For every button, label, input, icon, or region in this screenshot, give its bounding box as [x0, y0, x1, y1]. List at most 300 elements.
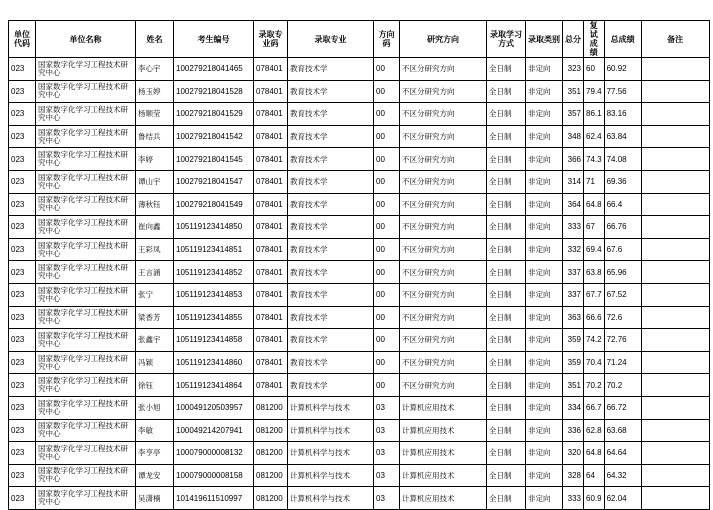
cell-study-mode: 全日制 [487, 193, 526, 216]
cell-unit-name: 国家数字化学习工程技术研究中心 [36, 170, 136, 193]
cell-direction: 不区分研究方向 [400, 216, 487, 239]
cell-retest: 62.8 [584, 419, 605, 442]
cell-unit-name: 国家数字化学习工程技术研究中心 [36, 103, 136, 126]
cell-retest: 71 [584, 170, 605, 193]
cell-unit-name: 国家数字化学习工程技术研究中心 [36, 283, 136, 306]
cell-unit-code: 023 [9, 283, 36, 306]
cell-retest: 67 [584, 216, 605, 239]
cell-category: 非定向 [526, 351, 563, 374]
cell-name: 薄秋钰 [136, 193, 174, 216]
cell-major-code: 078401 [254, 148, 288, 171]
cell-name: 张宁 [136, 283, 174, 306]
cell-direction-code: 00 [374, 283, 400, 306]
cell-category: 非定向 [526, 329, 563, 352]
cell-name: 李心宇 [136, 58, 174, 81]
cell-exam-id: 100049120503957 [174, 396, 254, 419]
cell-exam-id: 105119123414858 [174, 329, 254, 352]
col-header-final: 总成绩 [604, 21, 641, 58]
cell-major: 教育技术学 [288, 58, 374, 81]
cell-final: 63.84 [604, 125, 641, 148]
cell-unit-code: 023 [9, 148, 36, 171]
cell-category: 非定向 [526, 80, 563, 103]
cell-exam-id: 100279218041529 [174, 103, 254, 126]
cell-direction: 不区分研究方向 [400, 238, 487, 261]
cell-remark [641, 58, 709, 81]
cell-final: 72.6 [604, 306, 641, 329]
cell-name: 谭龙安 [136, 464, 174, 487]
cell-retest: 67.7 [584, 283, 605, 306]
cell-category: 非定向 [526, 170, 563, 193]
cell-total: 332 [563, 238, 584, 261]
cell-total: 351 [563, 374, 584, 397]
cell-major: 教育技术学 [288, 216, 374, 239]
cell-retest: 74.2 [584, 329, 605, 352]
cell-major-code: 078401 [254, 261, 288, 284]
cell-remark [641, 193, 709, 216]
cell-direction: 计算机应用技术 [400, 464, 487, 487]
cell-category: 非定向 [526, 125, 563, 148]
cell-unit-name: 国家数字化学习工程技术研究中心 [36, 216, 136, 239]
cell-remark [641, 261, 709, 284]
table-row [9, 306, 710, 329]
cell-unit-name: 国家数字化学习工程技术研究中心 [36, 261, 136, 284]
cell-name: 鲁结兵 [136, 125, 174, 148]
col-header-major: 录取专业 [288, 21, 374, 58]
table-row [9, 80, 710, 103]
cell-remark [641, 306, 709, 329]
cell-unit-code: 023 [9, 216, 36, 239]
cell-remark [641, 487, 709, 510]
cell-major-code: 078401 [254, 351, 288, 374]
cell-study-mode: 全日制 [487, 103, 526, 126]
cell-name: 李婷 [136, 148, 174, 171]
cell-major-code: 081200 [254, 464, 288, 487]
cell-final: 77.56 [604, 80, 641, 103]
cell-name: 王言涵 [136, 261, 174, 284]
cell-remark [641, 216, 709, 239]
col-header-direction-code: 方向码 [374, 21, 400, 58]
cell-final: 71.24 [604, 351, 641, 374]
cell-exam-id: 101419611510997 [174, 487, 254, 510]
cell-major: 教育技术学 [288, 148, 374, 171]
cell-direction-code: 00 [374, 351, 400, 374]
cell-study-mode: 全日制 [487, 396, 526, 419]
cell-major: 教育技术学 [288, 261, 374, 284]
cell-unit-name: 国家数字化学习工程技术研究中心 [36, 442, 136, 465]
cell-total: 328 [563, 464, 584, 487]
cell-retest: 64 [584, 464, 605, 487]
cell-major-code: 078401 [254, 238, 288, 261]
cell-direction: 不区分研究方向 [400, 148, 487, 171]
cell-exam-id: 100279218041545 [174, 148, 254, 171]
cell-unit-code: 023 [9, 58, 36, 81]
cell-category: 非定向 [526, 238, 563, 261]
cell-exam-id: 105119123414864 [174, 374, 254, 397]
cell-direction: 不区分研究方向 [400, 103, 487, 126]
cell-study-mode: 全日制 [487, 487, 526, 510]
cell-unit-name: 国家数字化学习工程技术研究中心 [36, 374, 136, 397]
cell-retest: 70.2 [584, 374, 605, 397]
cell-name: 李敏 [136, 419, 174, 442]
cell-remark [641, 283, 709, 306]
cell-retest: 86.1 [584, 103, 605, 126]
cell-direction-code: 00 [374, 193, 400, 216]
cell-retest: 66.6 [584, 306, 605, 329]
cell-study-mode: 全日制 [487, 351, 526, 374]
cell-unit-code: 023 [9, 487, 36, 510]
cell-total: 337 [563, 261, 584, 284]
cell-major: 计算机科学与技术 [288, 442, 374, 465]
cell-major-code: 081200 [254, 442, 288, 465]
cell-remark [641, 80, 709, 103]
cell-final: 64.32 [604, 464, 641, 487]
col-header-retest: 复试成绩 [584, 21, 605, 58]
cell-unit-code: 023 [9, 374, 36, 397]
cell-total: 314 [563, 170, 584, 193]
cell-remark [641, 125, 709, 148]
cell-unit-code: 023 [9, 103, 36, 126]
table-row [9, 103, 710, 126]
cell-direction: 不区分研究方向 [400, 125, 487, 148]
cell-direction: 不区分研究方向 [400, 80, 487, 103]
cell-name: 张鑫宇 [136, 329, 174, 352]
cell-unit-code: 023 [9, 419, 36, 442]
table-row [9, 396, 710, 419]
cell-name: 谭山宇 [136, 170, 174, 193]
cell-exam-id: 105119123414853 [174, 283, 254, 306]
cell-exam-id: 100049214207941 [174, 419, 254, 442]
cell-retest: 69.4 [584, 238, 605, 261]
table-row [9, 419, 710, 442]
admission-table [8, 20, 710, 510]
cell-total: 348 [563, 125, 584, 148]
table-body [9, 58, 710, 510]
cell-unit-code: 023 [9, 80, 36, 103]
cell-unit-name: 国家数字化学习工程技术研究中心 [36, 419, 136, 442]
header-row [9, 21, 710, 58]
cell-major: 计算机科学与技术 [288, 396, 374, 419]
cell-direction-code: 00 [374, 125, 400, 148]
cell-exam-id: 100279218041547 [174, 170, 254, 193]
cell-final: 63.68 [604, 419, 641, 442]
cell-direction: 不区分研究方向 [400, 170, 487, 193]
cell-major: 计算机科学与技术 [288, 464, 374, 487]
cell-direction-code: 00 [374, 80, 400, 103]
cell-study-mode: 全日制 [487, 125, 526, 148]
cell-total: 337 [563, 283, 584, 306]
cell-direction: 不区分研究方向 [400, 283, 487, 306]
col-header-major-code: 录取专业码 [254, 21, 288, 58]
cell-remark [641, 148, 709, 171]
cell-unit-name: 国家数字化学习工程技术研究中心 [36, 396, 136, 419]
cell-direction-code: 00 [374, 329, 400, 352]
cell-retest: 64.8 [584, 193, 605, 216]
cell-major: 教育技术学 [288, 80, 374, 103]
cell-category: 非定向 [526, 148, 563, 171]
cell-category: 非定向 [526, 306, 563, 329]
cell-category: 非定向 [526, 374, 563, 397]
cell-category: 非定向 [526, 442, 563, 465]
cell-exam-id: 105119123414860 [174, 351, 254, 374]
cell-remark [641, 419, 709, 442]
cell-direction-code: 03 [374, 396, 400, 419]
cell-exam-id: 105119123414850 [174, 216, 254, 239]
cell-final: 70.2 [604, 374, 641, 397]
cell-major-code: 078401 [254, 103, 288, 126]
cell-name: 王彩凤 [136, 238, 174, 261]
table-row [9, 464, 710, 487]
cell-total: 359 [563, 351, 584, 374]
cell-unit-name: 国家数字化学习工程技术研究中心 [36, 238, 136, 261]
cell-category: 非定向 [526, 487, 563, 510]
cell-final: 64.64 [604, 442, 641, 465]
cell-major-code: 078401 [254, 80, 288, 103]
cell-major-code: 078401 [254, 170, 288, 193]
cell-remark [641, 238, 709, 261]
cell-unit-code: 023 [9, 329, 36, 352]
cell-study-mode: 全日制 [487, 80, 526, 103]
col-header-study-mode: 录取学习方式 [487, 21, 526, 58]
cell-unit-name: 国家数字化学习工程技术研究中心 [36, 58, 136, 81]
col-header-remark: 备注 [641, 21, 709, 58]
cell-study-mode: 全日制 [487, 464, 526, 487]
cell-exam-id: 105119123414851 [174, 238, 254, 261]
cell-direction-code: 03 [374, 487, 400, 510]
cell-major-code: 081200 [254, 419, 288, 442]
cell-name: 梁香芳 [136, 306, 174, 329]
cell-direction: 不区分研究方向 [400, 351, 487, 374]
cell-final: 69.36 [604, 170, 641, 193]
cell-study-mode: 全日制 [487, 170, 526, 193]
cell-study-mode: 全日制 [487, 329, 526, 352]
cell-retest: 66.7 [584, 396, 605, 419]
cell-major-code: 078401 [254, 329, 288, 352]
cell-exam-id: 100279218041542 [174, 125, 254, 148]
table-row [9, 374, 710, 397]
col-header-unit-code: 单位代码 [9, 21, 36, 58]
cell-retest: 60.9 [584, 487, 605, 510]
cell-name: 杨顺莹 [136, 103, 174, 126]
cell-study-mode: 全日制 [487, 261, 526, 284]
cell-final: 66.72 [604, 396, 641, 419]
cell-major: 教育技术学 [288, 283, 374, 306]
cell-unit-name: 国家数字化学习工程技术研究中心 [36, 193, 136, 216]
cell-unit-name: 国家数字化学习工程技术研究中心 [36, 80, 136, 103]
table-row [9, 125, 710, 148]
cell-major-code: 078401 [254, 306, 288, 329]
cell-major-code: 078401 [254, 125, 288, 148]
cell-total: 364 [563, 193, 584, 216]
cell-direction-code: 00 [374, 103, 400, 126]
cell-direction-code: 03 [374, 419, 400, 442]
cell-name: 张小旭 [136, 396, 174, 419]
cell-unit-code: 023 [9, 193, 36, 216]
cell-study-mode: 全日制 [487, 283, 526, 306]
cell-final: 65.96 [604, 261, 641, 284]
cell-remark [641, 464, 709, 487]
cell-major-code: 078401 [254, 58, 288, 81]
cell-direction: 计算机应用技术 [400, 487, 487, 510]
cell-major: 教育技术学 [288, 351, 374, 374]
cell-retest: 79.4 [584, 80, 605, 103]
col-header-name: 姓名 [136, 21, 174, 58]
cell-total: 357 [563, 103, 584, 126]
cell-final: 83.16 [604, 103, 641, 126]
cell-final: 67.52 [604, 283, 641, 306]
cell-direction: 不区分研究方向 [400, 306, 487, 329]
cell-total: 333 [563, 216, 584, 239]
cell-direction: 不区分研究方向 [400, 329, 487, 352]
cell-direction-code: 03 [374, 442, 400, 465]
cell-unit-code: 023 [9, 125, 36, 148]
cell-total: 363 [563, 306, 584, 329]
cell-exam-id: 100079000008158 [174, 464, 254, 487]
cell-retest: 70.4 [584, 351, 605, 374]
cell-unit-name: 国家数字化学习工程技术研究中心 [36, 306, 136, 329]
cell-unit-code: 023 [9, 238, 36, 261]
cell-final: 60.92 [604, 58, 641, 81]
col-header-unit-name: 单位名称 [36, 21, 136, 58]
table-row [9, 148, 710, 171]
cell-remark [641, 329, 709, 352]
table-row [9, 283, 710, 306]
cell-major: 教育技术学 [288, 103, 374, 126]
cell-direction: 不区分研究方向 [400, 261, 487, 284]
cell-major: 教育技术学 [288, 238, 374, 261]
cell-remark [641, 351, 709, 374]
cell-unit-code: 023 [9, 464, 36, 487]
cell-direction: 不区分研究方向 [400, 58, 487, 81]
table-row [9, 442, 710, 465]
cell-direction-code: 00 [374, 216, 400, 239]
cell-total: 336 [563, 419, 584, 442]
cell-direction-code: 03 [374, 464, 400, 487]
cell-retest: 63.8 [584, 261, 605, 284]
table-row [9, 58, 710, 81]
cell-major: 教育技术学 [288, 306, 374, 329]
cell-direction: 不区分研究方向 [400, 374, 487, 397]
cell-major: 教育技术学 [288, 170, 374, 193]
cell-study-mode: 全日制 [487, 238, 526, 261]
cell-exam-id: 100279218041528 [174, 80, 254, 103]
cell-direction: 计算机应用技术 [400, 442, 487, 465]
cell-retest: 62.4 [584, 125, 605, 148]
col-header-direction: 研究方向 [400, 21, 487, 58]
cell-study-mode: 全日制 [487, 306, 526, 329]
cell-retest: 74.3 [584, 148, 605, 171]
table-row [9, 329, 710, 352]
col-header-category: 录取类别 [526, 21, 563, 58]
cell-major-code: 078401 [254, 216, 288, 239]
cell-category: 非定向 [526, 193, 563, 216]
cell-unit-code: 023 [9, 396, 36, 419]
cell-category: 非定向 [526, 283, 563, 306]
cell-direction-code: 00 [374, 148, 400, 171]
cell-category: 非定向 [526, 103, 563, 126]
cell-total: 351 [563, 80, 584, 103]
cell-remark [641, 103, 709, 126]
cell-category: 非定向 [526, 419, 563, 442]
cell-direction-code: 00 [374, 238, 400, 261]
cell-final: 72.76 [604, 329, 641, 352]
cell-final: 66.76 [604, 216, 641, 239]
cell-final: 67.6 [604, 238, 641, 261]
cell-direction: 计算机应用技术 [400, 396, 487, 419]
cell-final: 66.4 [604, 193, 641, 216]
cell-major: 教育技术学 [288, 329, 374, 352]
table-row [9, 216, 710, 239]
cell-final: 74.08 [604, 148, 641, 171]
cell-remark [641, 170, 709, 193]
cell-total: 359 [563, 329, 584, 352]
table-row [9, 170, 710, 193]
table-row [9, 261, 710, 284]
cell-direction: 计算机应用技术 [400, 419, 487, 442]
cell-unit-code: 023 [9, 306, 36, 329]
cell-name: 徐钰 [136, 374, 174, 397]
cell-unit-code: 023 [9, 442, 36, 465]
cell-major: 教育技术学 [288, 125, 374, 148]
cell-study-mode: 全日制 [487, 148, 526, 171]
cell-unit-name: 国家数字化学习工程技术研究中心 [36, 351, 136, 374]
col-header-exam-id: 考生编号 [174, 21, 254, 58]
cell-major: 教育技术学 [288, 193, 374, 216]
cell-total: 323 [563, 58, 584, 81]
cell-name: 杨玉婷 [136, 80, 174, 103]
cell-total: 333 [563, 487, 584, 510]
cell-direction-code: 00 [374, 261, 400, 284]
cell-unit-name: 国家数字化学习工程技术研究中心 [36, 464, 136, 487]
cell-direction-code: 00 [374, 374, 400, 397]
cell-study-mode: 全日制 [487, 419, 526, 442]
cell-retest: 64.8 [584, 442, 605, 465]
cell-major-code: 078401 [254, 374, 288, 397]
cell-unit-code: 023 [9, 261, 36, 284]
cell-retest: 60 [584, 58, 605, 81]
cell-major: 计算机科学与技术 [288, 419, 374, 442]
cell-unit-name: 国家数字化学习工程技术研究中心 [36, 329, 136, 352]
cell-study-mode: 全日制 [487, 442, 526, 465]
cell-exam-id: 100279218041549 [174, 193, 254, 216]
cell-direction-code: 00 [374, 306, 400, 329]
cell-unit-name: 国家数字化学习工程技术研究中心 [36, 487, 136, 510]
cell-name: 冯颖 [136, 351, 174, 374]
cell-major-code: 078401 [254, 193, 288, 216]
cell-major: 教育技术学 [288, 374, 374, 397]
cell-name: 吴潇楠 [136, 487, 174, 510]
cell-name: 李亨亭 [136, 442, 174, 465]
cell-name: 崔向鑫 [136, 216, 174, 239]
cell-total: 320 [563, 442, 584, 465]
cell-unit-name: 国家数字化学习工程技术研究中心 [36, 125, 136, 148]
cell-unit-code: 023 [9, 351, 36, 374]
cell-category: 非定向 [526, 216, 563, 239]
cell-direction-code: 00 [374, 170, 400, 193]
cell-total: 366 [563, 148, 584, 171]
cell-total: 334 [563, 396, 584, 419]
cell-major-code: 081200 [254, 396, 288, 419]
cell-category: 非定向 [526, 58, 563, 81]
cell-major-code: 081200 [254, 487, 288, 510]
cell-remark [641, 374, 709, 397]
cell-major: 计算机科学与技术 [288, 487, 374, 510]
cell-exam-id: 105119123414852 [174, 261, 254, 284]
cell-unit-code: 023 [9, 170, 36, 193]
cell-study-mode: 全日制 [487, 216, 526, 239]
cell-exam-id: 105119123414855 [174, 306, 254, 329]
cell-remark [641, 396, 709, 419]
table-row [9, 487, 710, 510]
